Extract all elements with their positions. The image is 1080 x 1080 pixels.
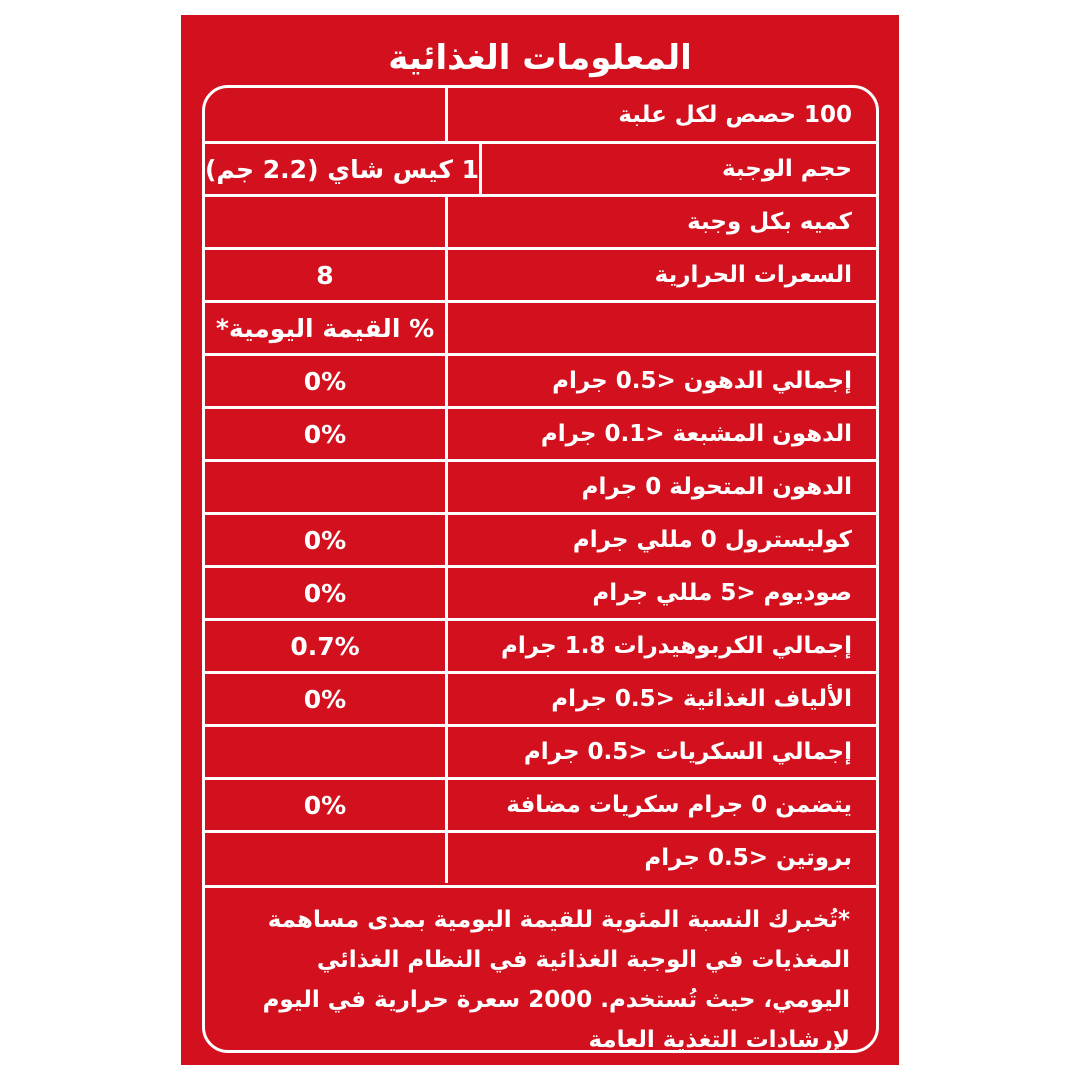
table-row xyxy=(205,512,876,565)
table-row xyxy=(205,671,876,724)
table-row xyxy=(205,194,876,247)
table-row xyxy=(205,247,876,300)
table-row xyxy=(205,830,876,883)
row-value xyxy=(205,727,445,777)
row-value: 0% xyxy=(303,578,347,608)
row-label: حجم الوجبة xyxy=(479,144,876,194)
row-label: السعرات الحرارية xyxy=(445,250,876,300)
row-value: 0% xyxy=(303,366,347,396)
row-label: إجمالي الكربوهيدرات 1.8 جرام xyxy=(445,621,876,671)
table-row xyxy=(205,300,876,353)
nutrition-table xyxy=(202,85,879,1053)
table-row xyxy=(205,141,876,194)
table-row xyxy=(205,618,876,671)
table-row xyxy=(205,724,876,777)
row-label: صوديوم <5 مللي جرام xyxy=(445,568,876,618)
row-value xyxy=(205,88,445,141)
table-row xyxy=(205,459,876,512)
row-value: 0.7% xyxy=(290,631,360,661)
row-value xyxy=(205,833,445,883)
nutrition-facts-panel xyxy=(181,15,899,1065)
row-label: الألياف الغذائية <0.5 جرام xyxy=(445,674,876,724)
row-value: 0% xyxy=(303,790,347,820)
row-label: إجمالي الدهون <0.5 جرام xyxy=(445,356,876,406)
row-value: 8 xyxy=(316,260,334,290)
row-value xyxy=(205,462,445,512)
row-label: 100 حصص لكل علبة xyxy=(445,88,876,141)
table-row xyxy=(205,88,876,141)
row-label: الدهون المتحولة 0 جرام xyxy=(445,462,876,512)
nutrition-title: المعلومات الغذائية xyxy=(388,38,692,78)
row-label: كوليسترول 0 مللي جرام xyxy=(445,515,876,565)
row-label: يتضمن 0 جرام سكريات مضافة xyxy=(445,780,876,830)
row-value xyxy=(205,197,445,247)
table-row xyxy=(205,777,876,830)
row-label: إجمالي السكريات <0.5 جرام xyxy=(445,727,876,777)
row-value: 1 كيس شاي (2.2 جم) xyxy=(205,154,479,184)
row-value: 0% xyxy=(303,684,347,714)
table-row xyxy=(205,353,876,406)
row-value: 0% xyxy=(303,419,347,449)
row-label: الدهون المشبعة <0.1 جرام xyxy=(445,409,876,459)
daily-value-footnote: *تُخبرك النسبة المئوية للقيمة اليومية بمدى مساهمة المغذيات في الوجبة الغذائية في النظام الغذائي اليومي، حيث تُستخدم. 2000 سعرة حرارية في اليوم لإرشادات التغذية العامة xyxy=(205,885,876,1053)
row-label: كميه بكل وجبة xyxy=(445,197,876,247)
row-value: 0% xyxy=(303,525,347,555)
table-row xyxy=(205,565,876,618)
daily-value-header: % القيمة اليومية* xyxy=(215,313,435,343)
row-label xyxy=(445,303,876,353)
table-row xyxy=(205,406,876,459)
row-label: بروتين <0.5 جرام xyxy=(445,833,876,883)
